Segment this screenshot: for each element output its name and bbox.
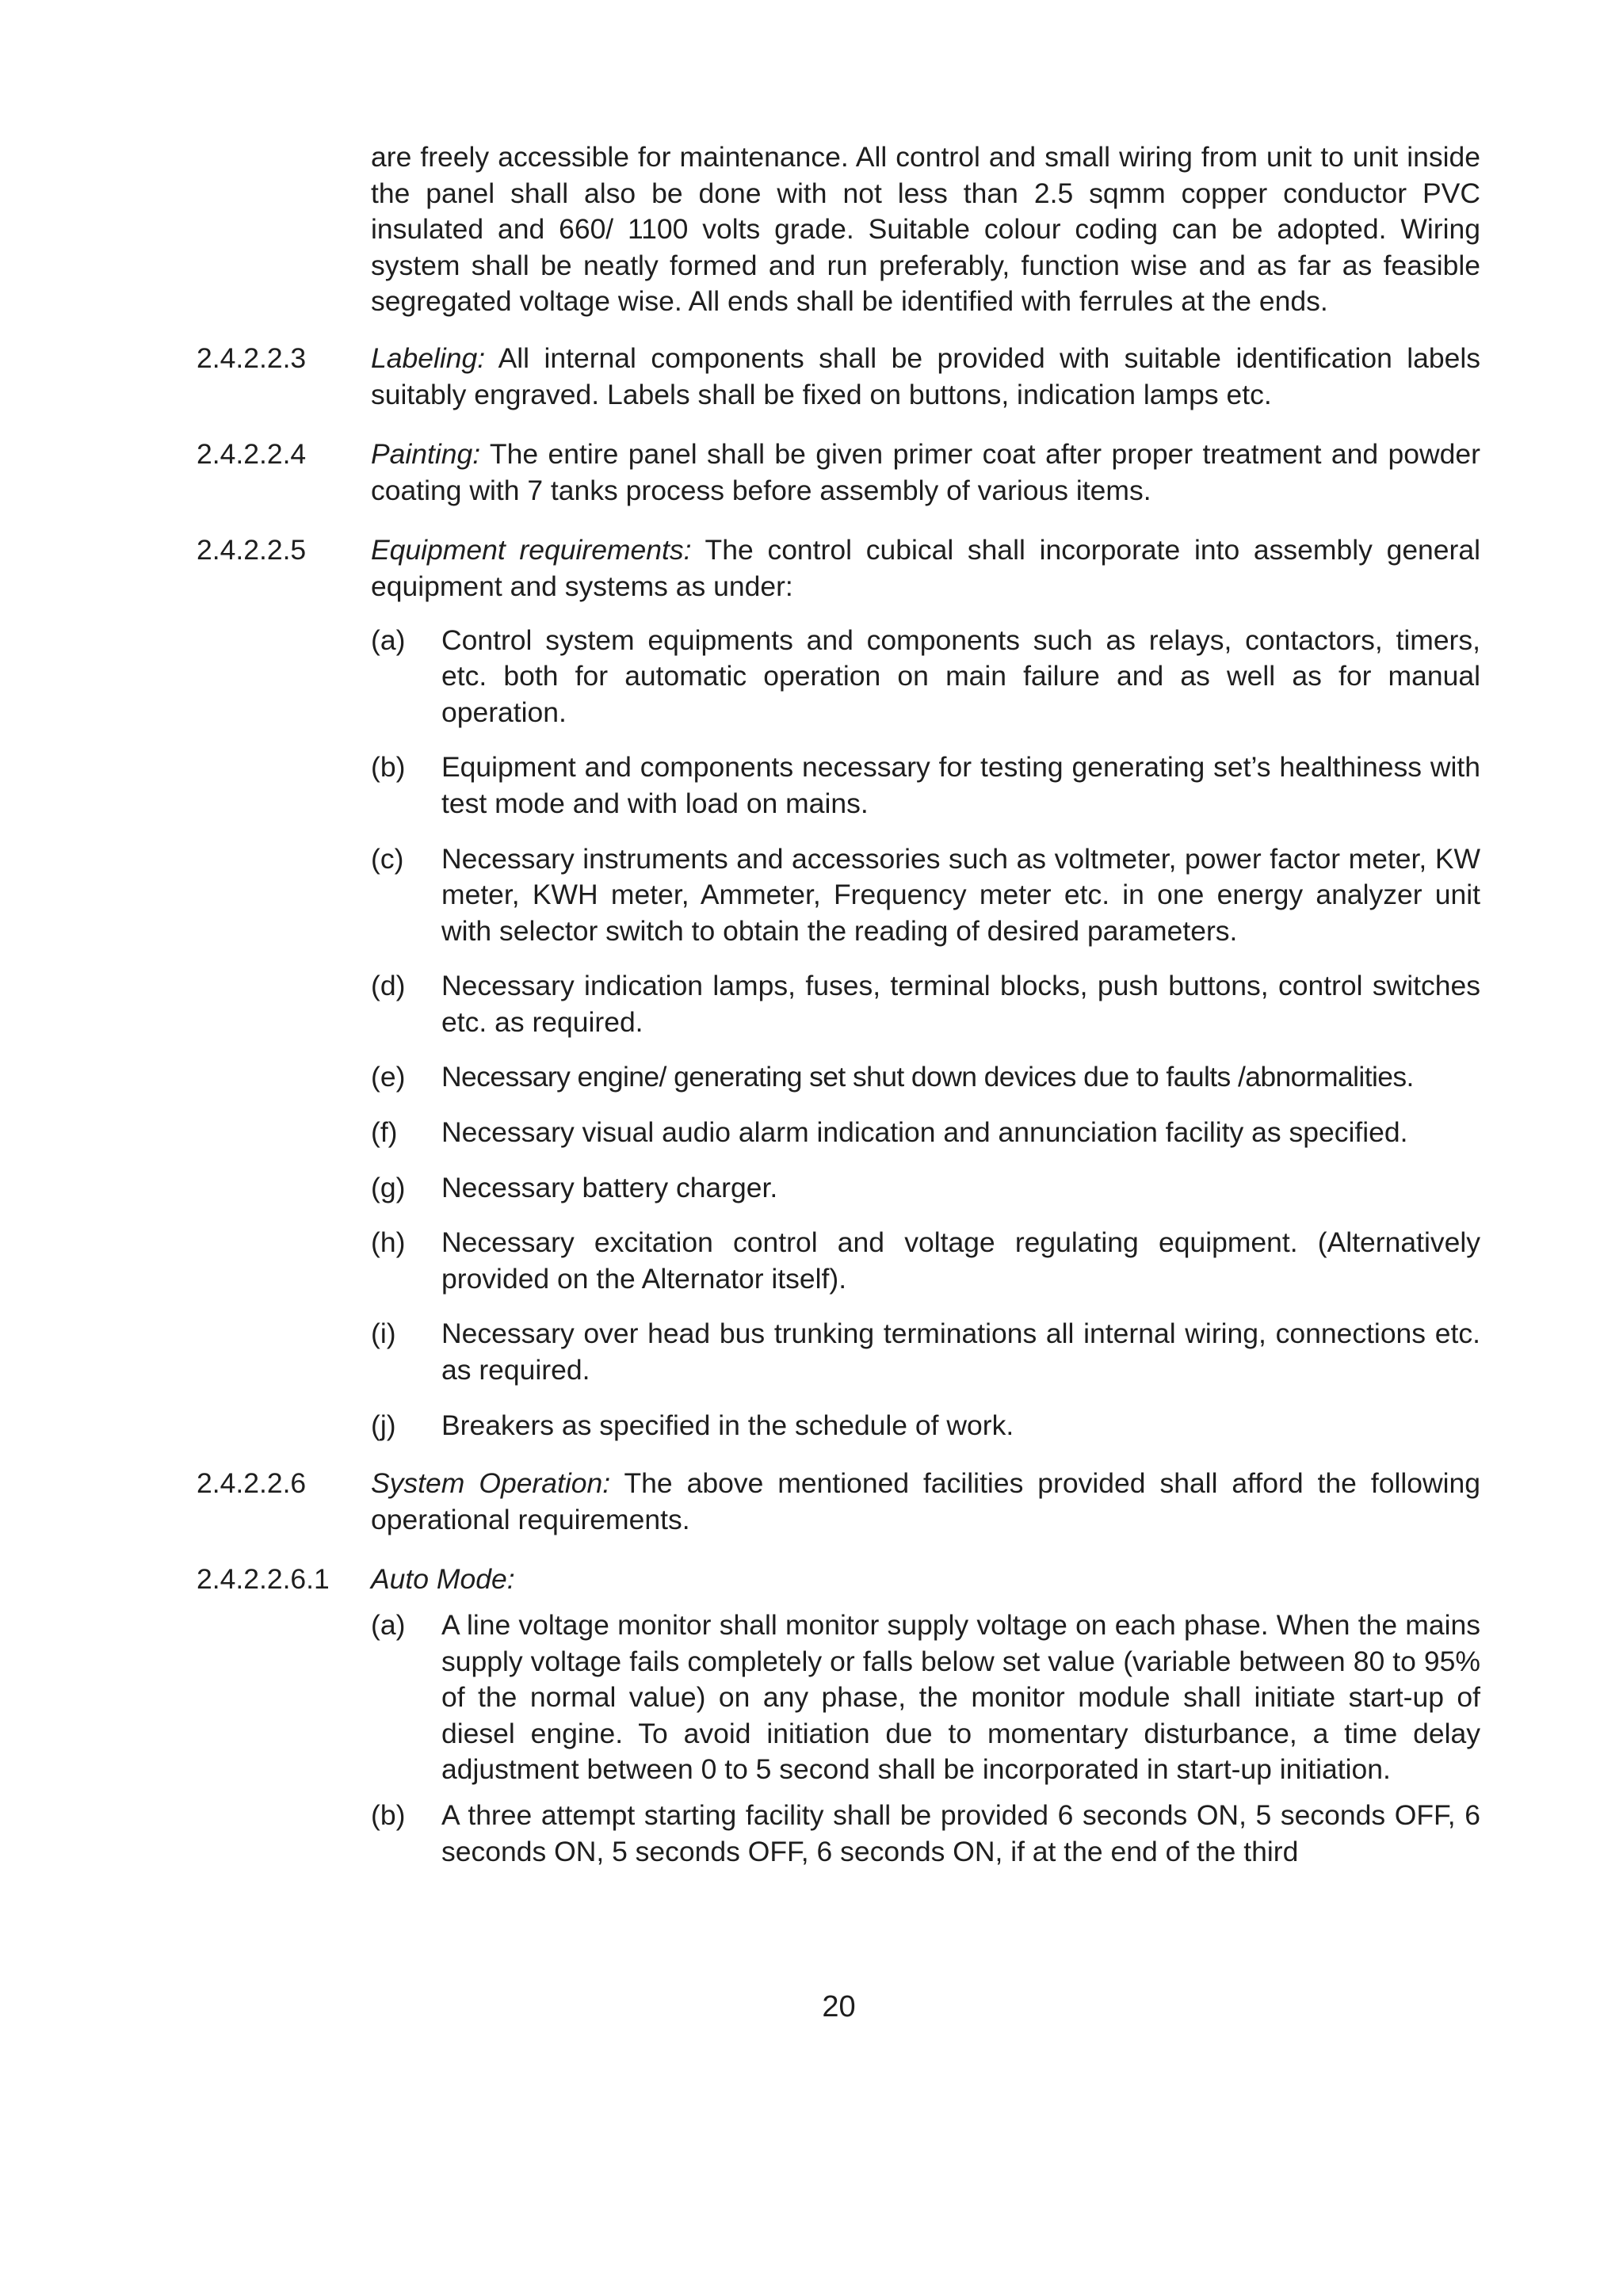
list-item [371, 1059, 1480, 1096]
clause-number: 2.4.2.2.3 [197, 341, 307, 374]
clause-body [371, 437, 1480, 509]
item-text: Necessary excitation control and voltage regulating equipment. (Alternatively provided on the Alternator itself). [441, 1226, 1480, 1295]
clause-system-operation [197, 1466, 1480, 1538]
item-text: Control system equipments and components such as relays, contactors, timers, etc. both for automatic operation on main failure and as well as for manual operation. [441, 624, 1480, 728]
item-label: (c) [371, 842, 404, 875]
clause-body [371, 532, 1480, 605]
list-item [371, 841, 1480, 950]
clause-text: All internal components shall be provided with suitable identification labels suitably engraved. Labels shall be fixed on buttons, indication lamps etc. [371, 341, 1480, 410]
item-label: (b) [371, 751, 406, 784]
clause-painting [197, 437, 1480, 509]
clause-body [371, 341, 1480, 413]
item-label: (h) [371, 1226, 406, 1259]
list-item [371, 968, 1480, 1040]
list-item [371, 623, 1480, 731]
clause-number: 2.4.2.2.6 [197, 1467, 307, 1500]
item-text: Equipment and components necessary for testing generating set’s healthiness with test mode and with load on mains. [441, 751, 1480, 819]
clause-number: 2.4.2.2.5 [197, 534, 307, 566]
clause-title: Labeling: [371, 341, 486, 374]
continuation-paragraph: are freely accessible for maintenance. All control and small wiring from unit to unit inside the panel shall also be done with not less than 2.5 sqmm copper conductor PVC insulated and 660/ 1100 volts grade. Suitable colour coding can be adopted. Wiring system shall be neatly formed and run preferably, function wise and as far as feasible segregated voltage wise. All ends shall be identified with ferrules at the ends. [371, 141, 1480, 318]
list-item [371, 1170, 1480, 1207]
item-label: (a) [371, 624, 406, 656]
item-text: A three attempt starting facility shall be provided 6 seconds ON, 5 seconds OFF, 6 seconds ON, 5 seconds OFF, 6 seconds ON, if at the end of the third [441, 1798, 1480, 1867]
clause-number: 2.4.2.2.4 [197, 438, 307, 471]
list-item [371, 1316, 1480, 1388]
clause-text: The control cubical shall incorporate into assembly general equipment and systems as under: [371, 534, 1480, 602]
list-item [371, 1608, 1480, 1788]
item-label: (e) [371, 1061, 406, 1093]
clause-title: Auto Mode: [371, 1563, 515, 1596]
list-item [371, 749, 1480, 822]
list-item [371, 1408, 1480, 1444]
item-text: Necessary indication lamps, fuses, terminal blocks, push buttons, control switches etc. as required. [441, 970, 1480, 1038]
page-number: 20 [822, 1990, 856, 2023]
list-item [371, 1798, 1480, 1870]
clause-body [371, 1562, 1480, 1598]
auto-mode-list [371, 1608, 1480, 1870]
list-item [371, 1225, 1480, 1297]
item-label: (d) [371, 970, 406, 1002]
item-label: (j) [371, 1409, 396, 1441]
equipment-list [371, 623, 1480, 1444]
clause-number: 2.4.2.2.6.1 [197, 1563, 330, 1596]
item-label: (a) [371, 1609, 406, 1641]
clause-text: The above mentioned facilities provided shall afford the following operational requirements. [371, 1467, 1481, 1535]
item-text: Necessary battery charger. [441, 1171, 778, 1203]
item-label: (b) [371, 1798, 406, 1831]
item-text: A line voltage monitor shall monitor supply voltage on each phase. When the mains supply voltage fails completely or falls below set value (variable between 80 to 95% of the normal value) on any phase, the monitor module shall initiate start-up of diesel engine. To avoid initiation due to momentary disturbance, a time delay adjustment between 0 to 5 second shall be incorporated in start-up initiation. [441, 1609, 1480, 1786]
clause-text: The entire panel shall be given primer coat after proper treatment and powder coating with 7 tanks process before assembly of various items. [371, 438, 1480, 506]
item-text: Necessary over head bus trunking terminations all internal wiring, connections etc. as required. [441, 1318, 1480, 1386]
clause-title: System Operation: [371, 1467, 611, 1500]
item-text: Necessary engine/ generating set shut down devices due to faults /abnormalities. [441, 1061, 1414, 1093]
item-text: Necessary visual audio alarm indication and annunciation facility as specified. [441, 1116, 1408, 1149]
item-text: Necessary instruments and accessories such as voltmeter, power factor meter, KW meter, KWH meter, Ammeter, Frequency meter etc. in one energy analyzer unit with selector switch to obtain the reading of desired parameters. [441, 842, 1480, 947]
list-item [371, 1115, 1480, 1151]
item-label: (f) [371, 1116, 398, 1149]
item-label: (g) [371, 1171, 406, 1203]
item-label: (i) [371, 1318, 396, 1350]
clause-auto-mode [197, 1562, 1480, 1598]
page-body [197, 139, 1480, 1870]
clause-labeling [197, 341, 1480, 413]
clause-title: Equipment requirements: [371, 534, 692, 566]
item-text: Breakers as specified in the schedule of work. [441, 1409, 1014, 1441]
clause-equipment-requirements [197, 532, 1480, 605]
clause-title: Painting: [371, 438, 481, 471]
clause-body [371, 1466, 1480, 1538]
